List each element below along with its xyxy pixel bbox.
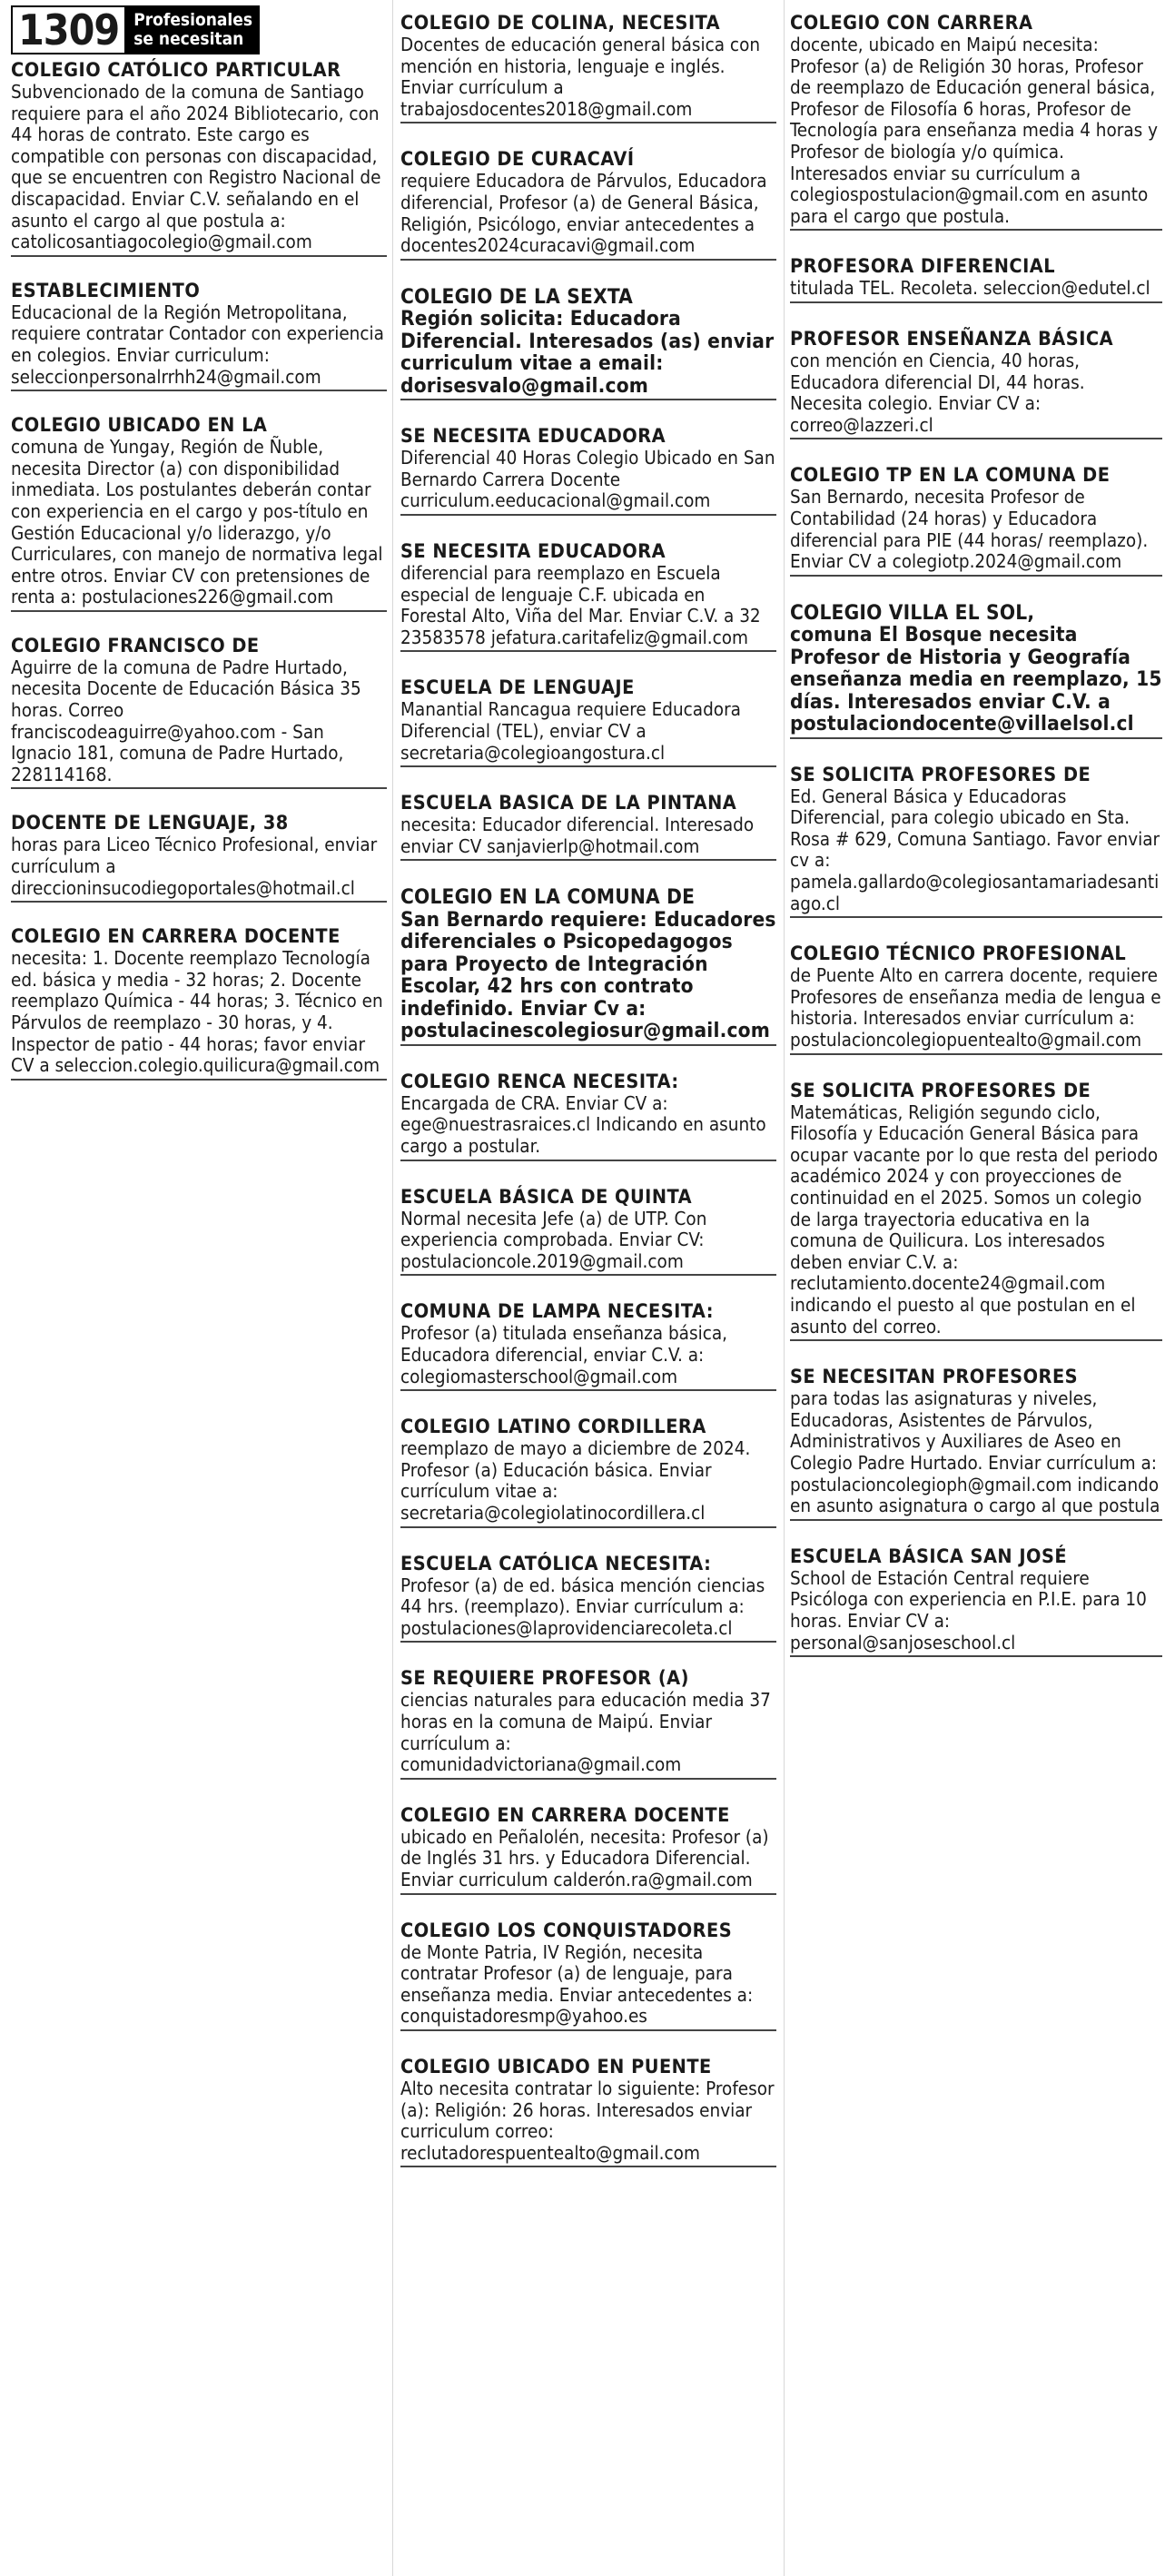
ad-body: Profesor (a) de ed. básica mención ciencias 44 hrs. (reemplazo). Enviar currículum a: postulaciones@laprovidenciarecoleta.cl (400, 1574, 765, 1639)
classified-ad (400, 2057, 776, 2167)
column-divider (784, 0, 785, 2576)
ad-heading: COLEGIO FRANCISCO DE (11, 634, 260, 657)
ad-body: Encargada de CRA. Enviar CV a: ege@nuestrasraices.cl Indicando en asunto cargo a postular. (400, 1091, 766, 1158)
classified-ad (400, 677, 776, 767)
ad-heading: COLEGIO EN LA COMUNA DE (400, 885, 696, 910)
ad-body: Profesor (a) titulada enseñanza básica, Educadora diferencial, enviar C.V. a: colegiomasterschool@gmail.com (400, 1322, 728, 1387)
classified-ad (11, 281, 387, 391)
ad-heading: COLEGIO CATÓLICO PARTICULAR (11, 59, 341, 82)
ad-body: con mención en Ciencia, 40 horas, Educadora diferencial DI, 44 horas. Necesita colegio. Enviar CV a: correo@lazzeri.cl (790, 349, 1085, 436)
ad-heading: COMUNA DE LAMPA NECESITA: (400, 1300, 715, 1324)
ad-body: Matemáticas, Religión segundo ciclo, Filosofía y Educación General Básica para ocupar vacante por lo que resta del periodo académico 2024 y con proyecciones de continuidad en el 2025. Somos un colegio de larga trayectoria educativa en la comuna de Quilicura. Los interesados deben enviar C.V. a: reclutamiento.docente24@gmail.com indicando el puesto al que postulan en el asunto del correo. (790, 1100, 1159, 1337)
classified-ad (400, 149, 776, 260)
ad-heading: COLEGIO DE LA SEXTA (400, 284, 634, 309)
ad-heading: COLEGIO RENCA NECESITA: (400, 1070, 679, 1093)
ad-body: Ed. General Básica y Educadoras Diferencial, para colegio ubicado en Sta. Rosa # 629, Comuna Santiago. Favor enviar cv a: pamela.gallardo@colegiosantamariadesantiago.cl (790, 785, 1160, 914)
ad-body: School de Estación Central requiere Psicóloga con experiencia en P.I.E. para 10 horas. Enviar CV a: personal@sanjoseschool.cl (790, 1566, 1147, 1653)
ad-heading: ESCUELA CATÓLICA NECESITA: (400, 1552, 712, 1575)
ad-heading: COLEGIO UBICADO EN PUENTE (400, 2055, 712, 2078)
classified-ad (400, 1187, 776, 1277)
classified-ad (400, 1668, 776, 1779)
ad-heading: COLEGIO LOS CONQUISTADORES (400, 1919, 733, 1942)
ad-heading: COLEGIO DE COLINA, NECESITA (400, 12, 721, 35)
classified-ad (790, 1546, 1162, 1657)
section-header (11, 5, 387, 54)
ad-heading: ESTABLECIMIENTO (11, 279, 201, 302)
classified-ad (400, 793, 776, 861)
ad-body: ciencias naturales para educación media 37 horas en la comuna de Maipú. Enviar currículum a: comunidadvictoriana@gmail.com (400, 1689, 771, 1776)
column-3 (790, 0, 1162, 2576)
classified-ad (400, 426, 776, 516)
ad-heading: SE NECESITA EDUCADORA (400, 540, 666, 564)
ad-body: Normal necesita Jefe (a) de UTP. Con experiencia comprobada. Enviar CV: postulacioncole.2019@gmail.com (400, 1207, 707, 1272)
classified-ad (11, 926, 387, 1081)
ad-body: comuna de Yungay, Región de Ñuble, necesita Director (a) con disponibilidad inmediata. Los postulantes deberán contar con experiencia en el cargo y pos-título en Gestión Educacional y/o liderazgo, y/o Curriculares, con manejo de normativa legal entre otros. Enviar CV con pretensiones de renta a: postulaciones226@gmail.com (11, 436, 383, 608)
ad-heading: PROFESORA DIFERENCIAL (790, 255, 1056, 279)
classified-ad (790, 602, 1162, 739)
classified-ad (790, 329, 1162, 439)
classified-ad (400, 1805, 776, 1895)
column-divider (392, 0, 393, 2576)
classified-ad (400, 1554, 776, 1643)
ad-heading: COLEGIO TP EN LA COMUNA DE (790, 464, 1111, 488)
ad-heading: COLEGIO UBICADO EN LA (11, 414, 268, 438)
classified-ad (400, 886, 776, 1046)
ad-heading: COLEGIO CON CARRERA (790, 12, 1033, 35)
ad-body: de Monte Patria, IV Región, necesita contratar Profesor (a) de lenguaje, para enseñanza media. Enviar antecedentes a: conquistadoresmp@yahoo.es (400, 1940, 754, 2028)
ad-body: titulada TEL. Recoleta. seleccion@edutel.cl (790, 277, 1150, 300)
ad-body: Región solicita: Educadora Diferencial. Interesados (as) enviar curriculum vitae a email: dorisesvalo@gmail.com (400, 307, 775, 398)
ad-body: de Puente Alto en carrera docente, requiere Profesores de enseñanza media de lengua e historia. Interesados enviar currículum a: postulacioncolegiopuentealto@gmail.com (790, 964, 1161, 1051)
ad-body: horas para Liceo Técnico Profesional, enviar currículum a direccioninsucodiegoportales@hotmail.cl (11, 834, 378, 899)
classified-ad (11, 813, 387, 903)
classified-ad (400, 541, 776, 652)
ad-heading: DOCENTE DE LENGUAJE, 38 (11, 812, 289, 835)
classified-ad (790, 1081, 1162, 1342)
ad-body: Docentes de educación general básica con mención en historia, lenguaje e inglés. Enviar currículum a trabajosdocentes2018@gmail.com (400, 34, 761, 120)
ad-heading: SE SOLICITA PROFESORES DE (790, 763, 1091, 786)
column-2 (400, 0, 776, 2576)
classified-ad (790, 765, 1162, 919)
classified-ad (790, 465, 1162, 576)
section-number: 1309 (11, 5, 126, 54)
ad-body: comuna El Bosque necesita Profesor de Historia y Geografía enseñanza media en reemplazo, 15 días. Interesados enviar C.V. a postulaciondocente@villaelsol.cl (790, 623, 1162, 736)
ad-heading: SE NECESITA EDUCADORA (400, 425, 666, 449)
classified-ad (400, 1416, 776, 1527)
ad-body: diferencial para reemplazo en Escuela especial de lenguaje C.F. ubicada en Forestal Alto, Viña del Mar. Enviar C.V. a 32 23583578 jefatura.caritafeliz@gmail.com (400, 562, 761, 648)
ad-heading: ESCUELA BÁSICA DE QUINTA (400, 1185, 693, 1209)
ad-heading: ESCUELA DE LENGUAJE (400, 676, 635, 700)
classified-ad (11, 60, 387, 257)
ad-heading: COLEGIO EN CARRERA DOCENTE (400, 1803, 730, 1827)
ad-heading: COLEGIO TÉCNICO PROFESIONAL (790, 943, 1127, 966)
classified-ad (790, 943, 1162, 1054)
ad-heading: COLEGIO DE CURACAVÍ (400, 148, 635, 172)
classified-ad (11, 636, 387, 790)
ad-body: Educacional de la Región Metropolitana, requiere contratar Contador con experiencia en colegios. Enviar curriculum: seleccionpersonalrrhh24@gmail.com (11, 301, 384, 388)
ad-heading: COLEGIO LATINO CORDILLERA (400, 1416, 706, 1439)
classified-ad (400, 1920, 776, 2031)
ad-heading: SE SOLICITA PROFESORES DE (790, 1079, 1091, 1102)
classified-ad (400, 1301, 776, 1391)
ad-heading: SE NECESITAN PROFESORES (790, 1366, 1079, 1389)
ad-body: Alto necesita contratar lo siguiente: Profesor (a): Religión: 26 horas. Interesados enviar curriculum correo: reclutadorespuentealto@gmail.com (400, 2077, 775, 2164)
ad-heading: ESCUELA BÁSICA SAN JOSÉ (790, 1545, 1068, 1568)
section-title-line-2: se necesitan (133, 29, 244, 49)
ad-body: Aguirre de la comuna de Padre Hurtado, necesita Docente de Educación Básica 35 horas. Correo franciscodeaguirre@yahoo.com - San Ignacio 181, comuna de Padre Hurtado, 228114168. (11, 656, 361, 785)
ad-body: San Bernardo, necesita Profesor de Contabilidad (24 horas) y Educadora diferencial para PIE (44 horas/ reemplazo). Enviar CV a colegiotp.2024@gmail.com (790, 486, 1149, 573)
classified-ad (790, 256, 1162, 303)
ad-body: para todas las asignaturas y niveles, Educadoras, Asistentes de Párvulos, Administrativos y Auxiliares de Aseo en Colegio Padre Hurtado. Enviar currículum a: postulacioncolegioph@gmail.com indicando en asunto asignatura o cargo al que postula (790, 1387, 1160, 1517)
classified-ad (790, 13, 1162, 231)
column-1 (11, 0, 387, 2576)
classified-ad (400, 13, 776, 123)
classified-ad (400, 1071, 776, 1161)
ad-heading: ESCUELA BASICA DE LA PINTANA (400, 792, 737, 815)
ad-body: docente, ubicado en Maipú necesita: Profesor (a) de Religión 30 horas, Profesor de reemplazo de Educación general básica, Profesor de Filosofía 6 horas, Profesor de Tecnología para enseñanza media 4 horas y Profesor de biología y/o química. Interesados enviar su currículum a colegiospostulacion@gmail.com en asunto para el cargo que postula. (790, 34, 1159, 227)
ad-body: necesita: Educador diferencial. Interesado enviar CV sanjavierlp@hotmail.com (400, 814, 755, 857)
classified-ad (400, 286, 776, 401)
ad-heading: SE REQUIERE PROFESOR (A) (400, 1667, 689, 1691)
ad-heading: COLEGIO VILLA EL SOL, (790, 600, 1035, 625)
ad-body: Manantial Rancagua requiere Educadora Diferencial (TEL), enviar CV a secretaria@colegioangostura.cl (400, 698, 741, 764)
ad-heading: COLEGIO EN CARRERA DOCENTE (11, 925, 341, 949)
section-title (126, 5, 260, 54)
ad-body: requiere Educadora de Párvulos, Educadora diferencial, Profesor (a) de General Básica, Religión, Psicólogo, enviar antecedentes a docentes2024curacavi@gmail.com (400, 170, 767, 257)
ad-body: necesita: 1. Docente reemplazo Tecnología ed. básica y media - 32 horas; 2. Docente reemplazo Química - 44 horas; 3. Técnico en Párvulos de reemplazo - 30 horas, y 4. Inspector de patio - 44 horas; favor enviar CV a seleccion.colegio.quilicura@gmail.com (11, 947, 383, 1077)
ad-heading: PROFESOR ENSEÑANZA BÁSICA (790, 327, 1114, 350)
ad-body: Subvencionado de la comuna de Santiago requiere para el año 2024 Bibliotecario, con 44 horas de contrato. Este cargo es compatible con personas con discapacidad, que se encuentren con Registro Nacional de discapacidad. Enviar C.V. señalando en el asunto el cargo al que postula a: catolicosantiagocolegio@gmail.com (11, 81, 381, 253)
section-title-line-1: Profesionales (133, 10, 253, 30)
classified-ad (790, 1367, 1162, 1521)
ad-body: reemplazo de mayo a diciembre de 2024. Profesor (a) Educación básica. Enviar currículum vitae a: secretaria@colegiolatinocordillera.cl (400, 1437, 751, 1524)
ad-body: ubicado en Peñalolén, necesita: Profesor (a) de Inglés 31 hrs. y Educadora Diferencial. Enviar curriculum calderón.ra@gmail.com (400, 1825, 769, 1890)
ad-body: Diferencial 40 Horas Colegio Ubicado en San Bernardo Carrera Docente curriculum.eeducacional@gmail.com (400, 447, 775, 512)
ad-body: San Bernardo requiere: Educadores diferenciales o Psicopedagogos para Proyecto de Integración Escolar, 42 hrs con contrato indefinido. Enviar Cv a: postulacinescolegiosur@gmail.com (400, 907, 776, 1043)
classified-ad (11, 415, 387, 612)
